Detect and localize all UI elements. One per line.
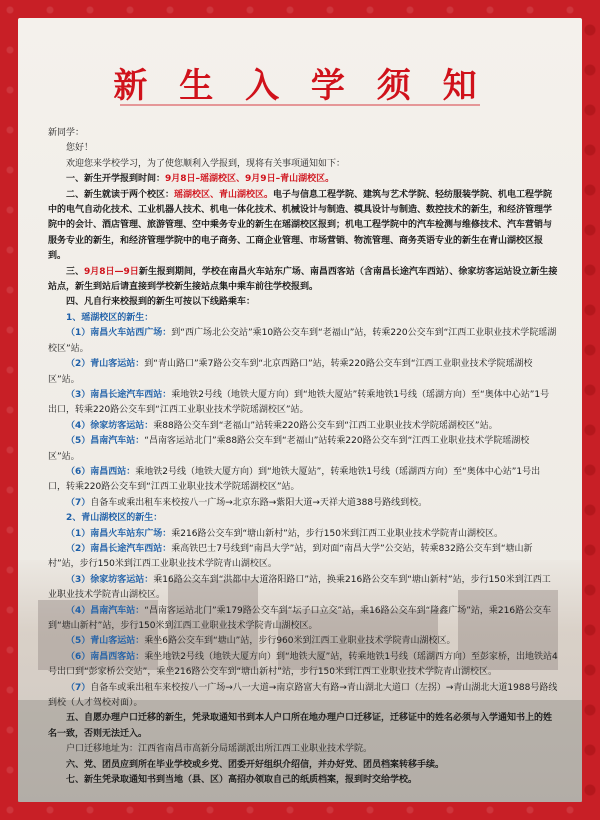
yaohu-heading: 1、瑶湖校区的新生：: [66, 312, 154, 323]
yaohu-route-6: （6）南昌西站：乘地铁2号线（地铁大厦方向）到“地铁大厦站”，转乘地铁1号线（瑶湖西方向）至“奥体中心站”1号出口，转乘220路公交车到“江西工业职业技术学院瑶湖校区”站。: [48, 466, 541, 493]
yaohu-route-1: （1）南昌火车站西广场：到“西广场北公交站”乘10路公交车到“老福山”站，转乘220公交车到“江西工业职业技术学院瑶湖校区”站。: [48, 328, 557, 354]
notice-body: [48, 126, 558, 788]
section-6: 六、党、团员应到所在毕业学校或乡党、团委开好组织介绍信，并办好党、团员档案转移手续。: [66, 759, 445, 770]
section-5: 五、自愿办理户口迁移的新生，凭录取通知书到本人户口所在地办理户口迁移证，迁移证中的姓名必须与入学通知书上的姓名一致，否则无法迁入。: [48, 713, 553, 739]
yaohu-route-4: （4）徐家坊客运站：乘88路公交车到“老福山”站转乘220路公交车到“江西工业职业技术学院瑶湖校区”站。: [66, 420, 498, 431]
title-divider: [120, 104, 480, 106]
section-4: 四、凡自行来校报到的新生可按以下线路乘车：: [66, 297, 256, 308]
section-7: 七、新生凭录取通知书到当地（县、区）高招办领取自己的纸质档案，报到时交给学校。: [66, 775, 418, 786]
page-title: 新 生 入 学 须 知: [113, 66, 487, 106]
section-1: 一、新生开学报到时间：9月8日–瑶湖校区、9月9日–青山湖校区。: [66, 174, 335, 185]
section-2-campuses: 瑶湖校区、青山湖校区。: [174, 189, 274, 200]
greeting: 新同学：: [48, 128, 85, 138]
yaohu-route-5: （5）昌南汽车站：“昌南客运站北门”乘88路公交车到“老福山”站转乘220路公交车到“江西工业职业技术学院瑶湖校区”站。: [48, 436, 530, 462]
section-3: 三、9月8日—9日新生报到期间，学校在南昌火车站东广场、南昌西客站（含南昌长途汽车西站）、徐家坊客运站设立新生接站点，新生到站后请直接到学校新生接站点集中乘车前往学校报到。: [48, 266, 558, 293]
section-3-dates: 9月8日—9日: [84, 266, 139, 277]
qingshanhu-heading: 2、青山湖校区的新生：: [66, 513, 163, 524]
yaohu-route-7: （7）自备车或乘出租车来校按八一广场→北京东路→紫阳大道→天祥大道388号路线到校。: [66, 497, 428, 508]
qingshanhu-route-7: （7）自备车或乘出租车来校按八一广场→八一大道→南京路富大有路→青山湖北大道口（左拐）→青山湖北大道1988号路线到校（人才驾校对面）。: [48, 682, 558, 709]
intro: 欢迎您来学校学习，为了使您顺利入学报到，现将有关事项通知如下：: [66, 158, 346, 169]
section-2: 二、新生就读于两个校区：瑶湖校区、青山湖校区。电子与信息工程学院、建筑与艺术学院、轻纺服装学院、机电工程学院中的电气自动化技术、工业机器人技术、机电一体化技术、机械设计与制造、模具设计与制造、数控技术的新生，和经济管理学院中的会计、酒店管理、旅游管理、空中乘务专业的新生在瑶湖校区报到；机电工程学院中的汽车检测与维修技术、汽车营销与服务专业的新生，和经济管理学院中的电子商务、工商企业管理、市场营销、物流管理、商务英语专业的新生在青山湖校区报到。: [48, 189, 553, 262]
qingshanhu-route-5: （5）青山客运站：乘坐6路公交车到“塘山”站，步行960米到江西工业职业技术学院青山湖校区。: [66, 636, 456, 647]
qingshanhu-route-2: （2）南昌长途汽车西站：乘高铁巴士7号线到“南昌大学”站，到对面“南昌大学”公交站，转乘832路公交车到“塘山新村”站，步行150米到江西工业职业技术学院青山湖校区。: [48, 543, 533, 570]
qingshanhu-route-1: （1）南昌火车站东广场：乘216路公交车到“塘山新村”站，步行150米到江西工业职业技术学院青山湖校区。: [66, 528, 503, 539]
yaohu-route-3: （3）南昌长途汽车西站：乘地铁2号线（地铁大厦方向）到“地铁大厦站”转乘地铁1号线（瑶湖方向）至“奥体中心站”1号出口，转乘220路公交车到“江西工业职业技术学院瑶湖校区”站。: [48, 389, 550, 416]
yaohu-route-2: （2）青山客运站：到“青山路口”乘7路公交车到“北京西路口”站，转乘220路公交车到“江西工业职业技术学院瑶湖校区”站。: [48, 359, 533, 385]
section-5-address: 户口迁移地址为：江西省南昌市高新分局瑶湖派出所江西工业职业技术学院。: [66, 744, 373, 755]
section-1-dates: 9月8日–瑶湖校区、9月9日–青山湖校区。: [165, 174, 335, 185]
qingshanhu-route-6: （6）南昌西客站：乘坐地铁2号线（地铁大厦方向）到“地铁大厦”站，转乘地铁1号线（瑶湖西方向）至彭家桥，出地铁站4号出口到“彭家桥公交站”，乘坐216路公交车到“塘山新村”站，步行150米到江西工业职业技术学院青山湖校区。: [48, 651, 558, 678]
qingshanhu-route-3: （3）徐家坊客运站：乘16路公交车到“洪都中大道洛阳路口”站，换乘216路公交车到“塘山新村”站，步行150米到江西工业职业技术学院青山湖校区。: [48, 574, 551, 601]
hello: 您好！: [66, 143, 94, 154]
qingshanhu-route-4: （4）昌南汽车站：“昌南客运站北门”乘179路公交车到“坛子口立交”站，乘16路公交车到“隆鑫广场”站，乘216路公交车到“塘山新村”站，步行150米到江西工业职业技术学院青山湖校区。: [48, 605, 552, 631]
